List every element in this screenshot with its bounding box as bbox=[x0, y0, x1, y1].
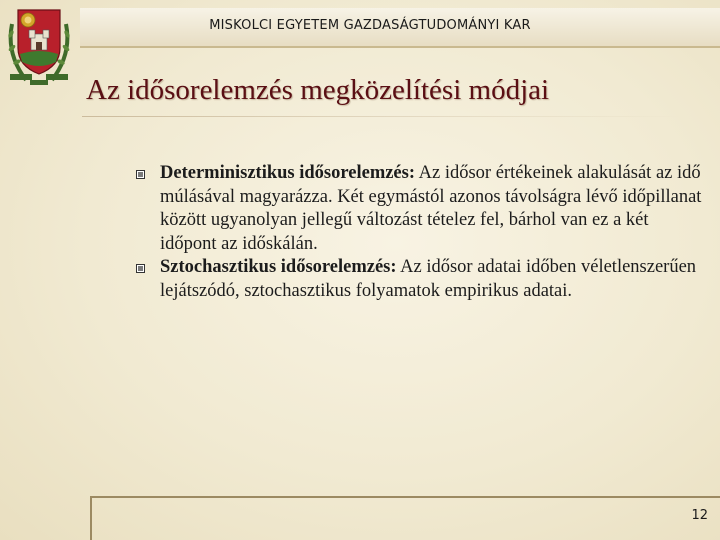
checkbox-square-icon bbox=[136, 264, 145, 273]
bullet-text: Az idősor adatai időben véletlenszerűen lejátszódó, sztochasztikus folyamatok empirikus adatai. bbox=[160, 257, 697, 301]
list-item bbox=[136, 256, 706, 303]
bullet-list bbox=[136, 162, 706, 303]
list-item bbox=[136, 162, 706, 256]
checkbox-square-icon bbox=[136, 170, 145, 179]
title-divider bbox=[82, 116, 682, 117]
university-crest-icon bbox=[4, 4, 74, 90]
footer-divider-vertical bbox=[90, 496, 92, 540]
page-number: 12 bbox=[691, 508, 708, 523]
slide-title: Az idősorelemzés megközelítési módjai bbox=[86, 74, 550, 106]
bullet-text: Az idősor értékeinek alakulását az idő múlásával magyarázza. Két egymástól azonos távolságra lévő időpillanat között ugyanolyan jellegű változást tételez fel, bárhol van ez a két időpont az időskálán. bbox=[160, 163, 702, 254]
footer-divider bbox=[90, 496, 720, 498]
bullet-term: Sztochasztikus idősorelemzés: bbox=[160, 257, 397, 277]
bullet-term: Determinisztikus idősorelemzés: bbox=[160, 163, 416, 183]
institution-name: MISKOLCI EGYETEM GAZDASÁGTUDOMÁNYI KAR bbox=[209, 18, 531, 33]
